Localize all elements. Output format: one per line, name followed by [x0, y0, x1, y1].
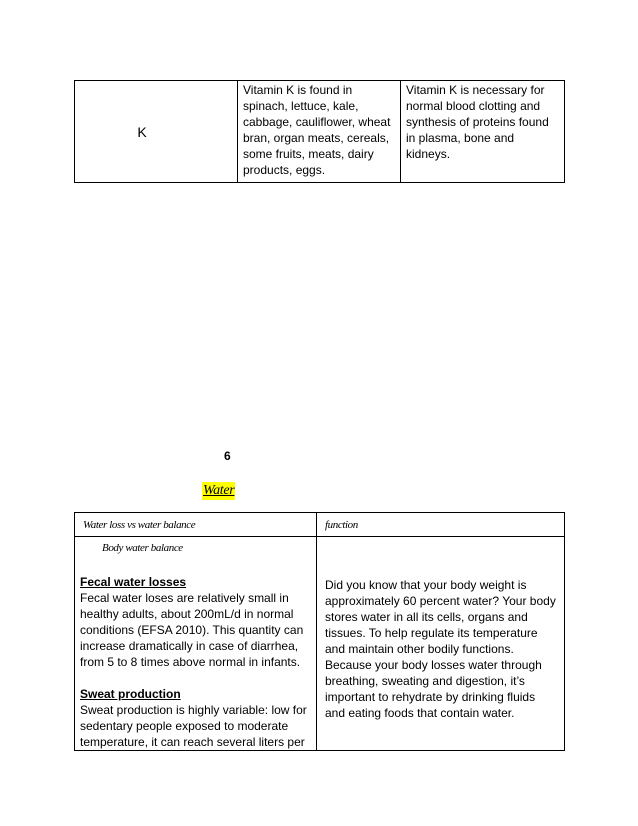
- vitamin-letter-cell: K: [75, 81, 238, 183]
- fecal-losses-text: Fecal water loses are relatively small in healthy adults, about 200mL/d in normal conditions (EFSA 2010). This quantity can increase dramatically in case of diarrhea, from 5 to 8 times above normal in infants.: [80, 591, 304, 669]
- vitamin-table: [74, 80, 565, 183]
- section-title: Water: [203, 483, 235, 498]
- table-row: [75, 81, 565, 183]
- function-text: Did you know that your body weight is approximately 60 percent water? Your body stores water in all its cells, organs and tissues. To help regulate its temperature and maintain other bodily functions. Because your body losses water through breathing, sweating and digestion, it’s important to rehydrate by drinking fluids and eating foods that contain water.: [325, 578, 556, 720]
- sweat-production-text: Sweat production is highly variable: low for sedentary people exposed to moderate temperature, it can reach several liters per: [80, 703, 307, 749]
- sub-heading-body-water-balance: Body water balance: [102, 542, 183, 554]
- table-header-row: [75, 513, 565, 537]
- water-table: [74, 512, 565, 751]
- vitamin-sources-cell: Vitamin K is found in spinach, lettuce, kale, cabbage, cauliflower, wheat bran, organ meats, cereals, some fruits, meats, dairy products, eggs.: [238, 81, 401, 183]
- column-header-water-loss: Water loss vs water balance: [75, 513, 317, 537]
- vitamin-function-cell: Vitamin K is necessary for normal blood clotting and synthesis of proteins found in plasma, bone and kidneys.: [401, 81, 565, 183]
- water-loss-cell: [75, 537, 317, 751]
- function-cell: [317, 537, 565, 751]
- fecal-losses-heading: Fecal water losses: [80, 575, 187, 589]
- table-row: [75, 537, 565, 751]
- sweat-production-heading: Sweat production: [80, 687, 181, 701]
- column-header-function: function: [317, 513, 565, 537]
- page-number: 6: [224, 449, 231, 463]
